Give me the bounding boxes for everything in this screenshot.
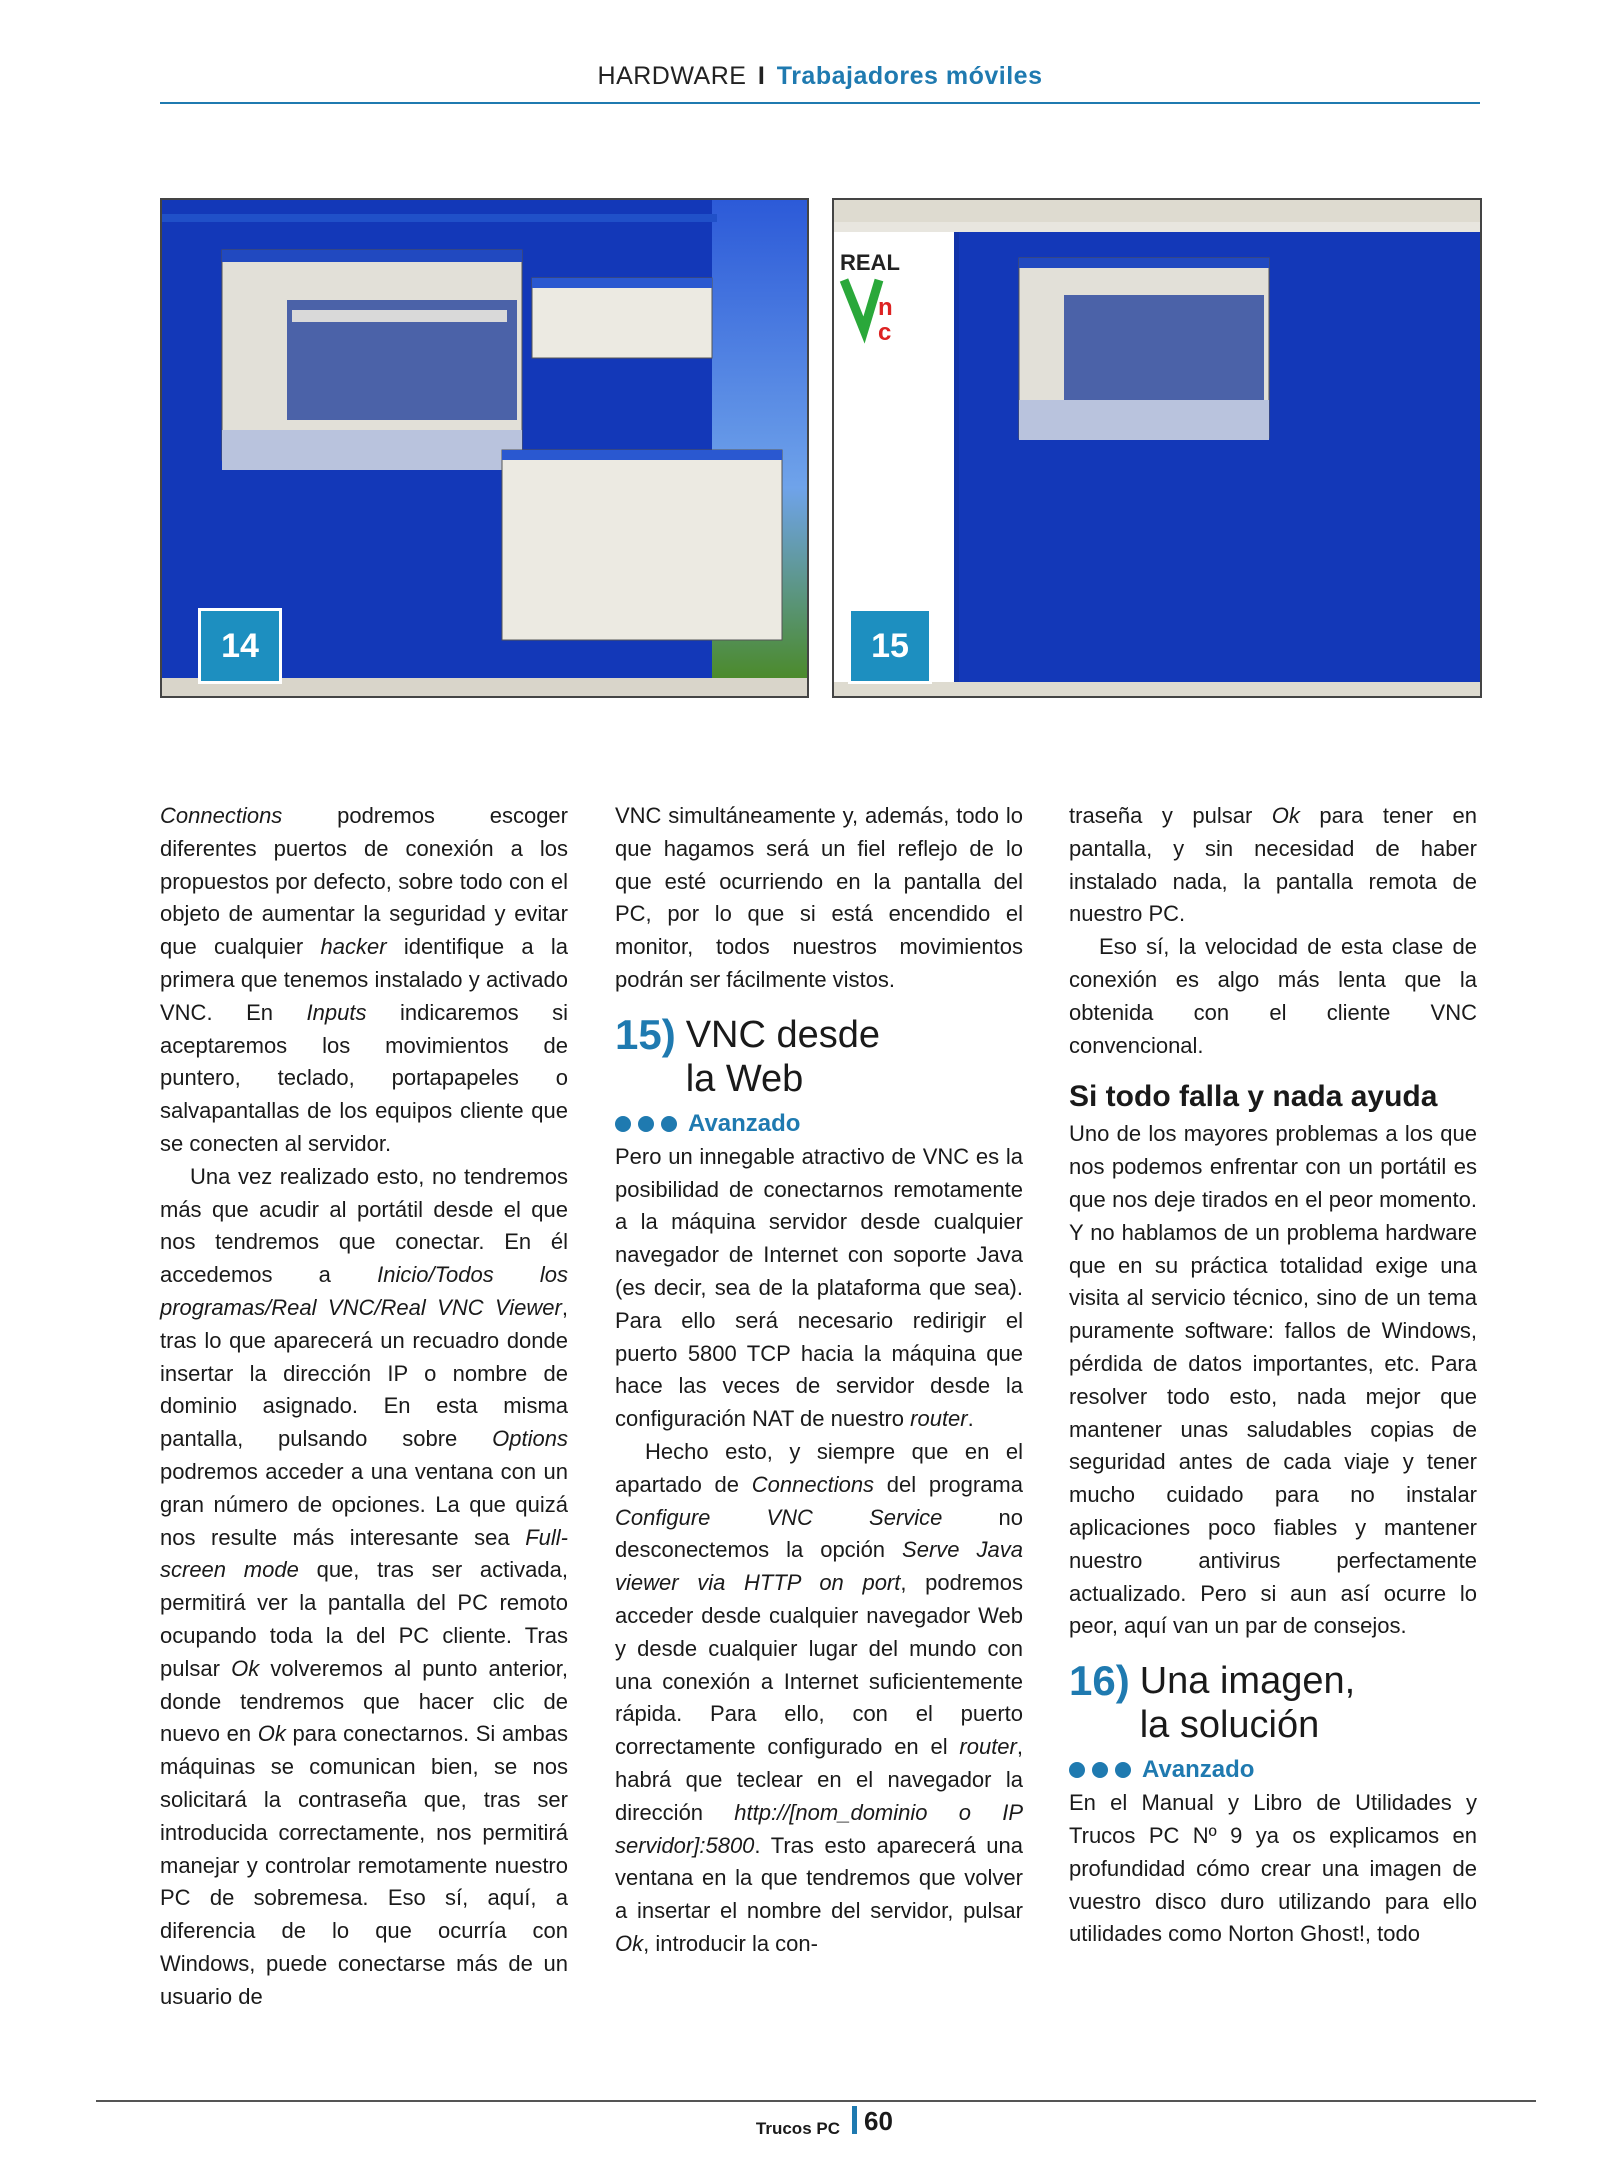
column-2 [615, 800, 1023, 1961]
term: Ok [615, 1930, 644, 1956]
column-3 [1069, 800, 1477, 1951]
column-1 [160, 800, 568, 2013]
section-number: 15) [615, 1010, 676, 1058]
text: Hecho esto, y siempre que en el apartado de [615, 1438, 1023, 1497]
section-heading [686, 1013, 880, 1101]
text: para conectarnos. Si ambas máquinas se comunican bien, se nos solicitará la contraseña que, tras ser introducida correctamente, nos permitirá manejar y controlar remotamente nuestro PC de sobremesa. Eso sí, aquí, a diferencia de lo que ocurría con Windows, puede conectarse más de un usuario de [160, 1721, 568, 2009]
section-title-16 [1069, 1659, 1477, 1747]
page-footer [600, 2104, 1040, 2144]
term: Connections [751, 1471, 875, 1497]
header-separator: I [757, 62, 766, 90]
text: , habrá que teclear en el navegador la dirección [615, 1734, 1023, 1825]
paragraph [160, 800, 568, 1161]
level-dot-icon [615, 1116, 631, 1132]
heading-line-1: Una imagen, [1139, 1660, 1356, 1703]
heading-line-1: VNC desde [685, 1013, 881, 1056]
difficulty-level [1069, 1753, 1477, 1787]
term: Inicio/Todos los programas/Real VNC/Real VNC Viewer [160, 1262, 568, 1320]
screenshot-14 [160, 198, 809, 698]
figure-badge-14: 14 [198, 608, 282, 684]
header-rule [160, 102, 1480, 104]
text: , podremos acceder desde cualquier navegador Web y desde cualquier lugar del mundo con una conexión a Internet suficientemente rápida. Para ello, con el puerto correctamente configurado en el [615, 1570, 1023, 1760]
term: Inputs [306, 999, 367, 1025]
term: Options [492, 1426, 568, 1452]
text: , introducir la con- [643, 1930, 818, 1956]
term: Configure VNC Service [615, 1504, 943, 1530]
term: router [910, 1406, 968, 1432]
level-label: Avanzado [688, 1109, 801, 1137]
term: Ok [1271, 803, 1300, 828]
difficulty-level [615, 1107, 1023, 1141]
paragraph [615, 1141, 1023, 1436]
paragraph [1069, 800, 1477, 931]
paragraph [160, 1161, 568, 2014]
screenshot-15 [832, 198, 1482, 698]
paragraph: En el Manual y Libro de Utilidades y Trucos PC Nº 9 ya os explicamos en profundidad cómo crear una imagen de vuestro disco duro utilizando para ello utilidades como Norton Ghost!, todo [1069, 1790, 1477, 1947]
level-dot-icon [1092, 1762, 1108, 1778]
heading-line-2: la Web [685, 1057, 804, 1100]
text: podremos acceder a una ventana con un gran número de opciones. La que quizá nos resulte más interesante sea [160, 1458, 568, 1550]
text: traseña y pulsar [1069, 803, 1272, 828]
term: Serve Java viewer via HTTP on port [615, 1537, 1023, 1596]
section-number: 16) [1069, 1657, 1130, 1705]
footer-divider [852, 2106, 857, 2134]
level-dot-icon [638, 1116, 654, 1132]
text: , tras lo que aparecerá un recuadro donde insertar la dirección IP o nombre de dominio asignado. En esta misma pantalla, pulsando sobre [160, 1294, 568, 1452]
magazine-name: Trucos PC [755, 2119, 840, 2138]
text: . Tras esto aparecerá una ventana en la que tendremos que volver a insertar el nombre del servidor, pulsar [615, 1832, 1023, 1924]
term: Ok [231, 1655, 260, 1681]
text: . [967, 1406, 974, 1432]
header-topic: Trabajadores móviles [776, 62, 1043, 90]
text: Pero un innegable atractivo de VNC es la posibilidad de conectarnos remotamente a la máquina servidor desde cualquier navegador de Internet con soporte Java (es decir, sea de la plataforma que sea). Para ello será necesario redirigir el puerto 5800 TCP hacia la máquina que hace las veces de servidor desde la configuración NAT de nuestro [615, 1143, 1023, 1432]
text: identifique a la primera que tenemos instalado y activado VNC. En [160, 934, 568, 1025]
text: del programa [874, 1471, 1023, 1497]
level-dot-icon [661, 1116, 677, 1132]
page-number: 60 [864, 2106, 893, 2136]
svg-text:n: n [878, 294, 893, 321]
level-label: Avanzado [1142, 1756, 1255, 1784]
text: no desconectemos la opción [615, 1504, 1023, 1563]
text: podremos escoger diferentes puertos de conexión a los propuestos por defecto, sobre todo con el objeto de aumentar la seguridad y evitar que cualquier [160, 803, 568, 960]
header-section: HARDWARE [597, 62, 747, 90]
running-header [160, 62, 1480, 91]
paragraph [615, 1436, 1023, 1961]
paragraph: Eso sí, la velocidad de esta clase de conexión es algo más lenta que la obtenida con el cliente VNC convencional. [1069, 934, 1477, 1058]
section-title-15 [615, 1010, 1023, 1101]
term: hacker [320, 934, 387, 960]
svg-text:REAL: REAL [840, 250, 900, 275]
text: volveremos al punto anterior, donde tendremos que hacer clic de nuevo en [160, 1655, 568, 1747]
footer-rule [96, 2100, 1536, 2102]
figure-badge-15: 15 [848, 608, 932, 684]
text: para tener en pantalla, y sin necesidad de haber instalado nada, la pantalla remota de nuestro PC. [1069, 803, 1477, 927]
heading-line-2: la solución [1139, 1704, 1320, 1747]
section-heading [1140, 1659, 1355, 1747]
level-dot-icon [1069, 1762, 1085, 1778]
term: router [959, 1734, 1017, 1760]
svg-text:c: c [878, 319, 892, 346]
subheading: Si todo falla y nada ayuda [1069, 1080, 1438, 1114]
term: Ok [257, 1721, 286, 1747]
term: Connections [160, 803, 283, 828]
level-dot-icon [1115, 1762, 1131, 1778]
paragraph: Uno de los mayores problemas a los que nos podemos enfrentar con un portátil es que nos deje tirados en el peor momento. Y no hablamos de un problema hardware que en su práctica totalidad exige una visita al servicio técnico, sino de un tema puramente software: fallos de Windows, pérdida de datos importantes, etc. Para resolver todo esto, nada mejor que mantener unas saludables copias de seguridad antes de cada viaje y tener mucho cuidado para no instalar aplicaciones poco fiables y mantener nuestro antivirus perfectamente actualizado. Pero si aun así ocurre lo peor, aquí van un par de consejos. [1069, 1121, 1477, 1639]
text: indicaremos si aceptaremos los movimientos de puntero, teclado, portapapeles o salvapantallas de los equipos cliente que se conecten al servidor. [160, 999, 568, 1156]
paragraph: VNC simultáneamente y, además, todo lo que hagamos será un fiel reflejo de lo que esté ocurriendo en la pantalla del PC, por lo que si está encendido el monitor, todos nuestros movimientos podrán ser fácilmente vistos. [615, 803, 1023, 992]
text: Una vez realizado esto, no tendremos más que acudir al portátil desde el que nos tendremos que conectar. En él accedemos a [160, 1163, 568, 1288]
text: que, tras ser activada, permitirá ver la pantalla del PC remoto ocupando toda la del PC cliente. Tras pulsar [160, 1557, 568, 1681]
term: Full-screen mode [160, 1524, 568, 1583]
term: http://[nom_dominio o IP servidor]:5800 [615, 1799, 1023, 1858]
